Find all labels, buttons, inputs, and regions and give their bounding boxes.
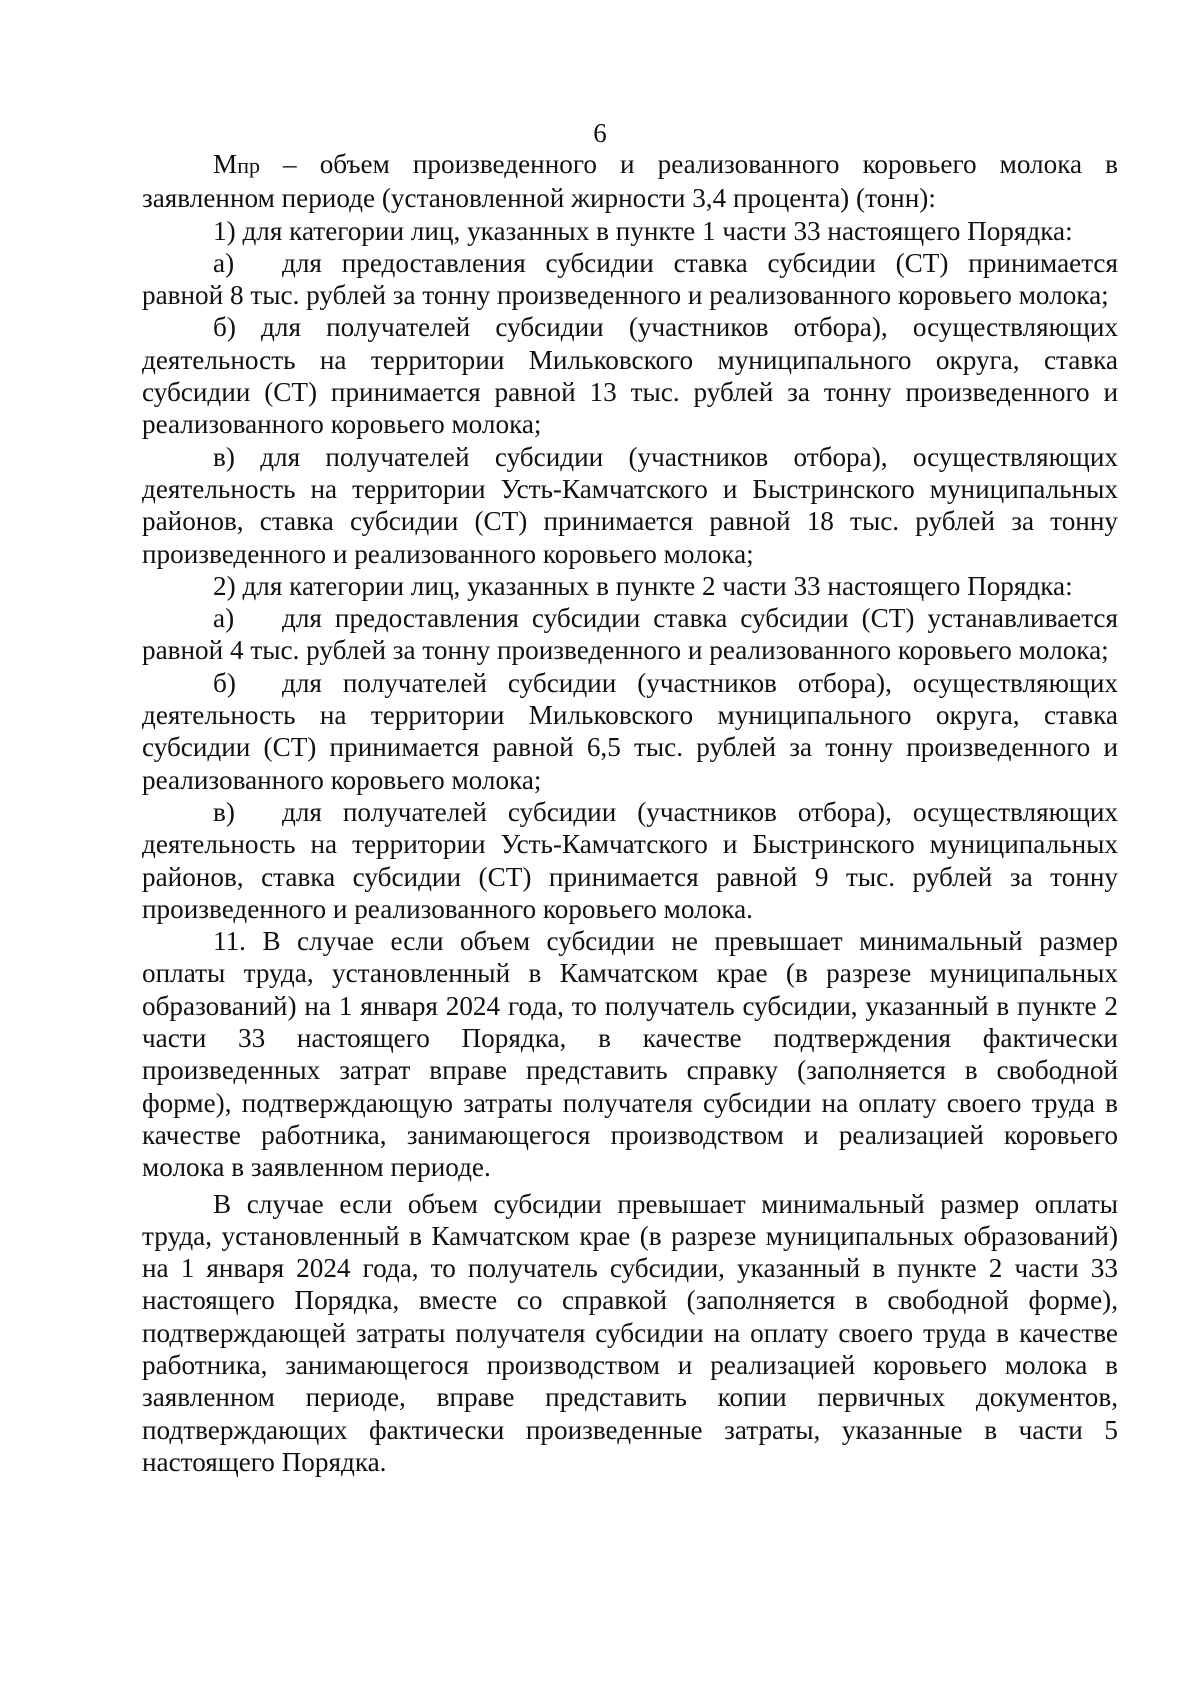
- item-marker: б): [213, 312, 236, 343]
- item-marker: в): [213, 441, 235, 472]
- item-text: для получателей субсидии (участников отбора), осуществляющих деятельность на территории Усть-Камчатского и Быстринского муниципальных районов, ставка субсидии (СТ) принимается равной 18 тыс. рублей за тонну произведенного и реализованного коровьего молока;: [142, 441, 1119, 569]
- page-number: 6: [593, 118, 607, 148]
- item-text: для получателей субсидии (участников отбора), осуществляющих деятельность на территории Усть-Камчатского и Быстринского муниципальных районов, ставка субсидии (СТ) принимается равной 9 тыс. рублей за тонну произведенного и реализованного коровьего молока.: [142, 796, 1118, 924]
- category-2-item-a: [142, 602, 1118, 667]
- category-1-heading: 1) для категории лиц, указанных в пункте 1 части 33 настоящего Порядка:: [213, 215, 1073, 246]
- item-marker: б): [213, 667, 236, 698]
- category-2-item-b: [142, 667, 1118, 796]
- item-text: для получателей субсидии (участников отбора), осуществляющих деятельность на территории Мильковского муниципального округа, ставка субсидии (СТ) принимается равной 6,5 тыс. рублей за тонну произведенного и реализованного коровьего молока;: [142, 667, 1118, 795]
- category-1-item-a: [142, 247, 1118, 312]
- document-body: [142, 148, 1118, 1478]
- item-text: для предоставления субсидии ставка субсидии (СТ) принимается равной 8 тыс. рублей за тонну произведенного и реализованного коровьего молока;: [142, 247, 1118, 311]
- formula-subscript: пр: [237, 153, 260, 178]
- paragraph-11: 11. В случае если объем субсидии не превышает минимальный размер оплаты труда, установленный в Камчатском крае (в разрезе муниципальных образований) на 1 января 2024 года, то получатель субсидии, указанный в пункте 2 части 33 настоящего Порядка, в качестве подтверждения фактически произведенных затрат вправе представить справку (заполняется в свободной форме), подтверждающую затраты получателя субсидии на оплату своего труда в качестве работника, занимающегося производством и реализацией коровьего молока в заявленном периоде.: [142, 926, 1118, 1183]
- formula-symbol: М: [213, 149, 238, 179]
- category-1-item-b: [142, 311, 1118, 440]
- formula-definition-paragraph: [142, 148, 1118, 215]
- category-2-item-c: [142, 796, 1118, 925]
- item-text: для предоставления субсидии ставка субсидии (СТ) устанавливается равной 4 тыс. рублей за тонну произведенного и реализованного коровьего молока;: [142, 603, 1118, 666]
- item-marker: а): [213, 247, 235, 278]
- item-text: для получателей субсидии (участников отбора), осуществляющих деятельность на территории Мильковского муниципального округа, ставка субсидии (СТ) принимается равной 13 тыс. рублей за тонну произведенного и реализованного коровьего молока;: [142, 312, 1119, 440]
- category-1-item-c: [142, 441, 1118, 570]
- category-2-heading: 2) для категории лиц, указанных в пункте 2 части 33 настоящего Порядка:: [213, 570, 1073, 601]
- item-marker: а): [213, 603, 235, 634]
- paragraph-11-continued: В случае если объем субсидии превышает минимальный размер оплаты труда, установленный в Камчатском крае (в разрезе муниципальных образований) на 1 января 2024 года, то получатель субсидии, указанный в пункте 2 части 33 настоящего Порядка, вместе со справкой (заполняется в свободной форме), подтверждающей затраты получателя субсидии на оплату своего труда в качестве работника, занимающегося производством и реализацией коровьего молока в заявленном периоде, вправе представить копии первичных документов, подтверждающих фактически произведенные затраты, указанные в части 5 настоящего Порядка.: [142, 1188, 1118, 1477]
- formula-definition-text: – объем произведенного и реализованного коровьего молока в заявленном периоде (установленной жирности 3,4 процента) (тонн):: [142, 149, 1118, 214]
- item-marker: в): [213, 796, 235, 827]
